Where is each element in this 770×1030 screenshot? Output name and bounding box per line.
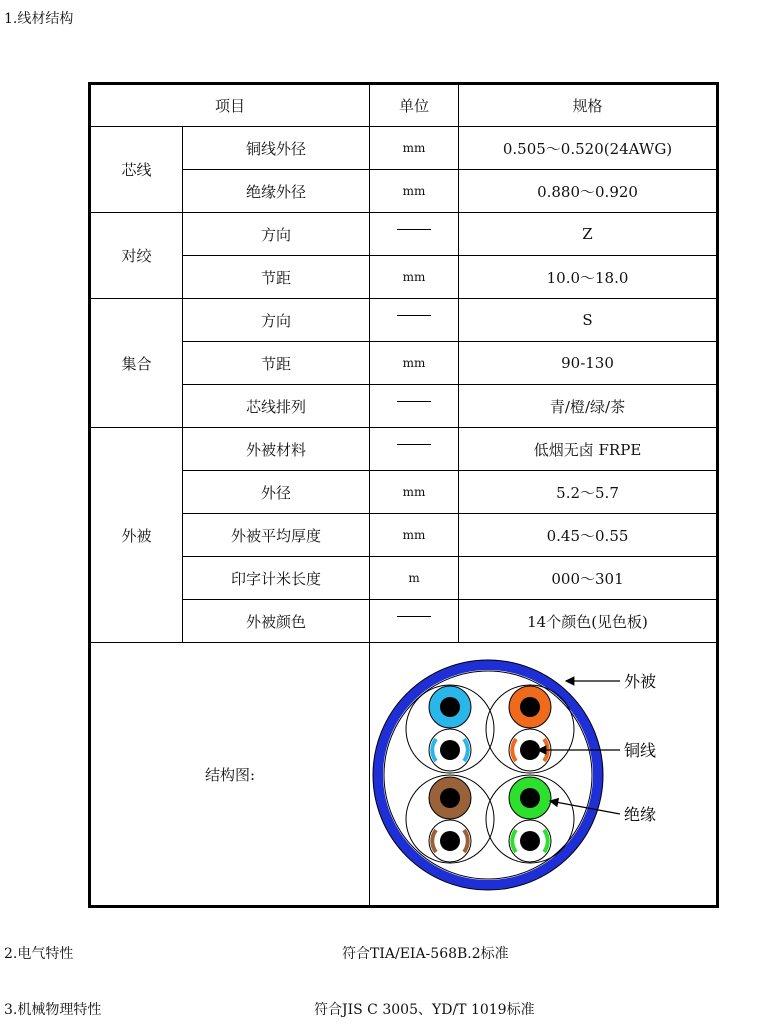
table-row [90,299,718,342]
row-spec: 青/橙/绿/茶 [459,385,718,428]
group-core: 芯线 [90,127,183,213]
callout-insulation-label: 绝缘 [624,805,657,824]
header-spec: 规格 [459,84,718,127]
section-3-note: 符合JIS C 3005、YD/T 1019标准 [314,1002,535,1018]
table-row [90,342,718,385]
row-spec: 90-130 [459,342,718,385]
row-spec: 低烟无卤 FRPE [459,428,718,471]
copper-conductor [520,788,540,808]
row-sub: 外被颜色 [183,600,370,643]
row-spec: S [459,299,718,342]
table-row [90,256,718,299]
callout-copper-label: 铜线 [624,741,657,760]
dash-mark [397,616,431,617]
table-row [90,127,718,170]
row-unit: mm [370,342,459,385]
header-unit: 单位 [370,84,459,127]
jacket-ring [378,665,598,885]
copper-conductor [440,697,460,717]
row-sub: 外径 [183,471,370,514]
row-spec: Z [459,213,718,256]
row-unit-dash [370,213,459,256]
section-1-title: 1.线材结构 [4,11,74,27]
row-unit: mm [370,514,459,557]
dash-mark [397,444,431,445]
cable-structure-table [88,82,719,908]
row-unit-dash [370,600,459,643]
dash-mark [397,315,431,316]
row-unit-dash [370,299,459,342]
diagram-row [90,643,718,907]
group-assembly: 集合 [90,299,183,428]
diagram-label: 结构图: [90,643,370,907]
table-row [90,428,718,471]
group-jacket: 外被 [90,428,183,643]
copper-conductor [520,697,540,717]
table-row [90,385,718,428]
row-spec: 5.2～5.7 [459,471,718,514]
row-sub: 绝缘外径 [183,170,370,213]
row-sub: 节距 [183,342,370,385]
table-row [90,170,718,213]
group-twist: 对绞 [90,213,183,299]
row-sub: 方向 [183,299,370,342]
row-sub: 铜线外径 [183,127,370,170]
table-header-row [90,84,718,127]
header-item: 项目 [90,84,370,127]
copper-conductor [520,831,540,851]
row-spec: 14个颜色(见色板) [459,600,718,643]
row-sub: 外被材料 [183,428,370,471]
table-row [90,557,718,600]
row-spec: 10.0～18.0 [459,256,718,299]
row-unit-dash [370,385,459,428]
row-unit: mm [370,127,459,170]
row-unit: mm [370,256,459,299]
copper-conductor [440,740,460,760]
dash-mark [397,229,431,230]
section-2-note: 符合TIA/EIA-568B.2标准 [342,946,509,962]
section-3-title: 3.机械物理特性 [4,1002,102,1018]
row-sub: 印字计米长度 [183,557,370,600]
row-sub: 外被平均厚度 [183,514,370,557]
row-unit-dash [370,428,459,471]
row-unit: m [370,557,459,600]
row-spec: 0.45～0.55 [459,514,718,557]
row-sub: 方向 [183,213,370,256]
section-2-title: 2.电气特性 [4,946,74,962]
cable-diagram-cell [370,643,718,907]
row-spec: 0.505～0.520(24AWG) [459,127,718,170]
callout-jacket-label: 外被 [624,672,657,691]
copper-conductor [520,740,540,760]
copper-conductor [440,831,460,851]
row-unit: mm [370,471,459,514]
copper-conductor [440,788,460,808]
table-row [90,471,718,514]
table-row [90,213,718,256]
table-row [90,514,718,557]
row-spec: 000～301 [459,557,718,600]
row-sub: 芯线排列 [183,385,370,428]
table-row [90,600,718,643]
row-unit: mm [370,170,459,213]
cable-cross-section [370,643,718,905]
row-spec: 0.880～0.920 [459,170,718,213]
row-sub: 节距 [183,256,370,299]
dash-mark [397,401,431,402]
